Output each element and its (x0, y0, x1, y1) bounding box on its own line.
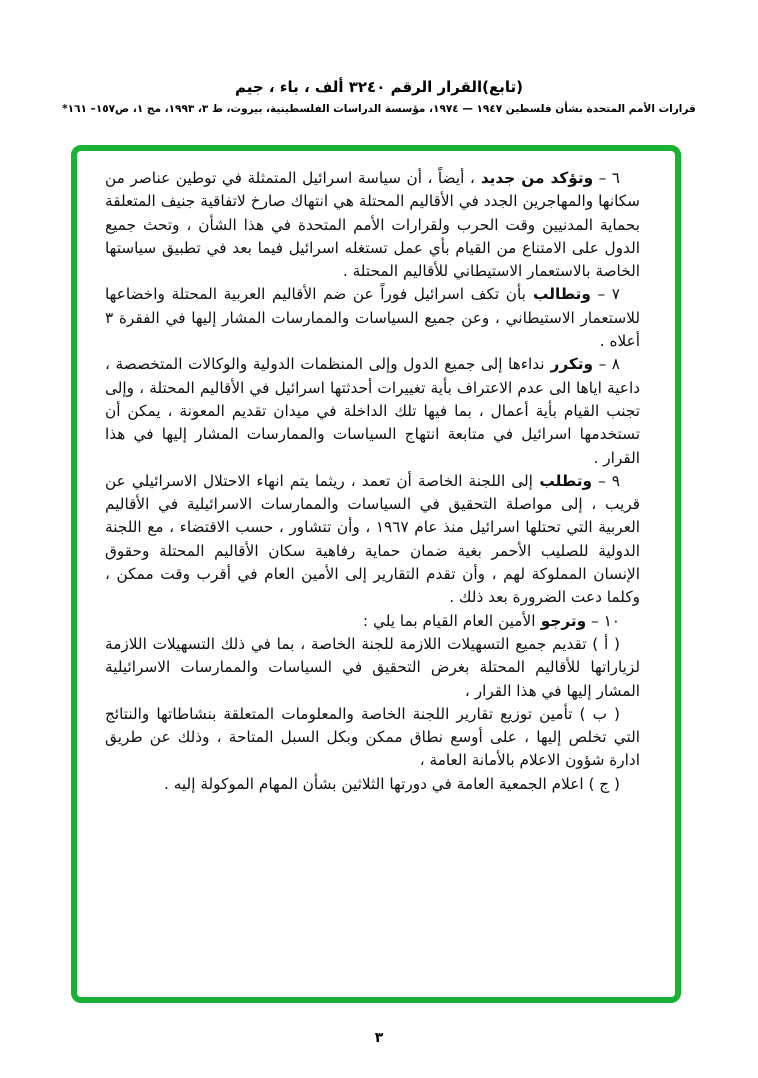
paragraph-number: ١٠ – (586, 611, 620, 630)
document-header (0, 78, 758, 115)
paragraph: ٦ – وتؤكد من جديد ، أيضاً ، أن سياسة اسرائيل المتمثلة في توطين عناصر من سكانها والمهاجرين الجدد في الأقاليم المحتلة هي انتهاك صارخ لاتفاقية جنيف المتعلقة بحماية المدنيين وقت الحرب ولقرارات الأمم المتحدة في هذا الشأن ، وتحث جميع الدول على الامتناع من القيام بأي عمل تستغله اسرائيل فيما بعد في تطبيق سياستها الخاصة بالاستعمار الاستيطاني للأقاليم المحتلة . (105, 169, 640, 281)
paragraph-number: ٧ – (590, 285, 620, 304)
paragraph-number: ٨ – (593, 355, 621, 374)
paragraph-number: ٩ – (592, 471, 621, 490)
paragraph-lead: وترجو (535, 611, 587, 630)
paragraph: ٩ – وتطلب إلى اللجنة الخاصة أن تعمد ، ريثما يتم انهاء الاحتلال الاسرائيلي عن قريب ، إلى مواصلة التحقيق في السياسات والممارسات الاسرائيلية في الأقاليم العربية التي تحتلها اسرائيل منذ عام ١٩٦٧ ، وأن تتشاور ، حسب الاقتضاء ، مع اللجنة الدولية للصليب الأحمر بغية ضمان حماية رفاهية سكان الأقاليم المحتلة وحقوق الإنسان المملوكة لهم ، وأن تقدم التقارير إلى الأمين العام في أقرب وقت ممكن ، وكلما دعت الضرورة بعد ذلك . (105, 471, 641, 607)
paragraph-number: ٦ – (593, 169, 621, 187)
page-number: ٣ (374, 1030, 384, 1046)
paragraph-lead: وتطلب (532, 471, 593, 490)
paragraph: ١٠ – وترجو الأمين العام القيام بما يلي : (362, 611, 620, 630)
paragraph: ( ج ) اعلام الجمعية العامة في دورتها الثلاثين بشأن المهام الموكولة إليه . (164, 774, 620, 793)
paragraph-lead: وتطالب (525, 285, 591, 304)
source-citation: قرارات الأمم المتحدة بشأن فلسطين ١٩٤٧ — ١٩٧٤، مؤسسة الدراسات الفلسطينية، بيروت، ط ٣، ١٩٩٣، مج ١، ص١٥٧– ١٦١* (62, 103, 696, 115)
paragraph-lead: وتؤكد من جديد (474, 169, 594, 187)
paragraph: ( أ ) تقديم جميع التسهيلات اللازمة للجنة الخاصة ، بما في ذلك التسهيلات اللازمة لزياراتها للأقاليم المحتلة بغرض التحقيق في السياسات والممارسات الاسرائيلية المشار إليها في هذا القرار ، (105, 634, 640, 700)
paragraph: ٧ – وتطالب بأن تكف اسرائيل فوراً عن ضم الأقاليم العربية المحتلة واخضاعها للاستعمار الاستيطاني ، وعن جميع السياسات والممارسات المشار إليها في الفقرة ٣ أعلاه . (105, 285, 640, 351)
paragraph-lead: وتكرر (544, 355, 594, 374)
paragraph-number: ( ج ) (583, 774, 620, 793)
paragraph: ( ب ) تأمين توزيع تقارير اللجنة الخاصة والمعلومات المتعلقة بنشاطاتها والنتائج التي تخلص إليها ، على أوسع نطاق ممكن وبكل السبل المتاحة ، وذلك عن طريق ادارة شؤون الاعلام بالأمانة العامة ، (105, 704, 640, 770)
document-body (105, 167, 640, 796)
document-title: (تابع)القرار الرقم ٣٢٤٠ ألف ، باء ، جيم (234, 78, 524, 96)
paragraph-number: ( ب ) (572, 704, 620, 723)
paragraph-number: ( أ ) (586, 634, 621, 653)
paragraph: ٨ – وتكرر نداءها إلى جميع الدول وإلى المنظمات الدولية والوكالات المتخصصة ، داعية اياها الى عدم الاعتراف بأية تغييرات أحدثتها اسرائيل في الأقاليم المحتلة ، وإلى تجنب القيام بأية أعمال ، بما فيها تلك الداخلة في ميدان تقديم المعونة ، يمكن أن تستخدمها اسرائيل في متابعة انتهاج السياسات والممارسات المشار إليها في هذا القرار . (105, 355, 640, 467)
